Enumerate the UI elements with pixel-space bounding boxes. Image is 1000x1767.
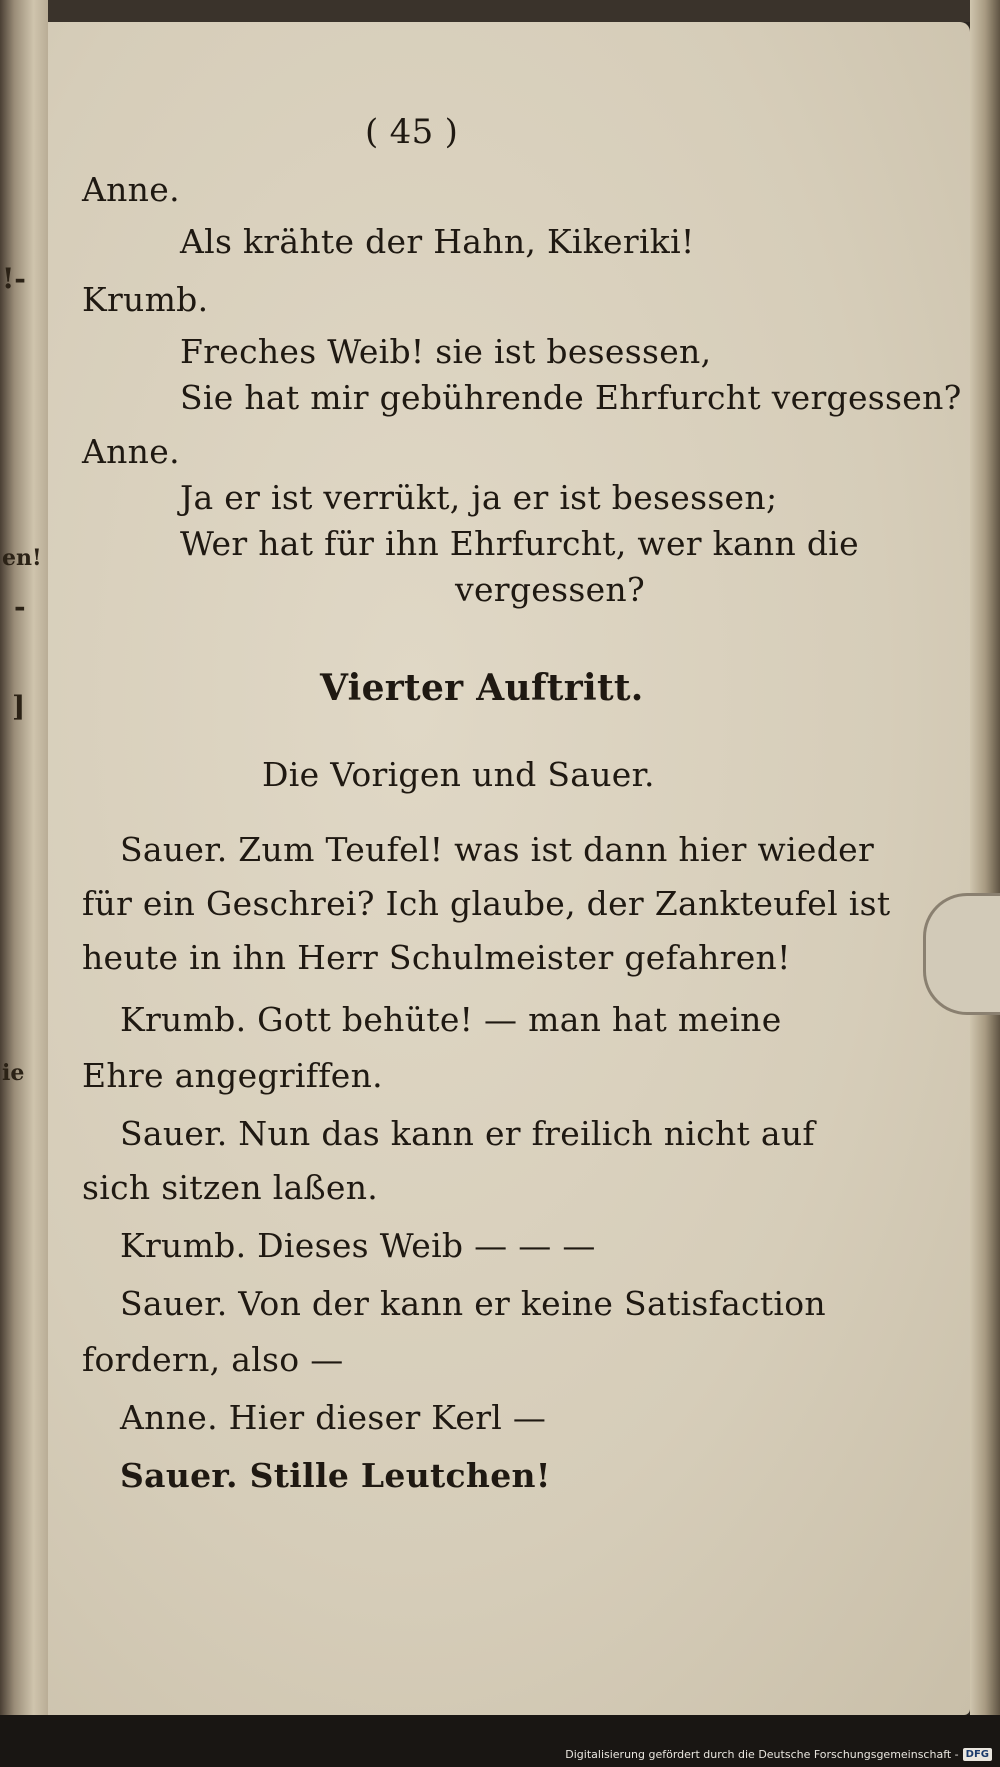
prose-line: Sauer. Zum Teufel! was ist dann hier wieder xyxy=(120,830,875,869)
scene-heading: Vierter Auftritt. xyxy=(320,667,644,709)
page-edge xyxy=(970,0,1000,1715)
prose-line: fordern, also — xyxy=(82,1340,344,1379)
verse-line: Sie hat mir gebührende Ehrfurcht vergessen? xyxy=(180,378,962,417)
footer-bar xyxy=(0,1715,1000,1767)
page-number: ( 45 ) xyxy=(365,112,459,152)
prose-line: Anne. Hier dieser Kerl — xyxy=(120,1398,547,1437)
scene-subheading: Die Vorigen und Sauer. xyxy=(262,755,655,794)
speaker-label: Anne. xyxy=(82,432,180,471)
prose-line: Krumb. Dieses Weib — — — xyxy=(120,1226,596,1265)
verse-line: Als krähte der Hahn, Kikeriki! xyxy=(180,222,695,261)
footer-credit-text: Digitalisierung gefördert durch die Deutsche Forschungsgemeinschaft - xyxy=(565,1748,959,1761)
speaker-label: Krumb. xyxy=(82,280,209,319)
margin-fragment: ie xyxy=(2,1060,25,1086)
prose-line: Ehre angegriffen. xyxy=(82,1056,383,1095)
margin-fragment: - xyxy=(14,590,26,623)
verse-line: vergessen? xyxy=(455,570,645,609)
speaker-label: Anne. xyxy=(82,170,180,209)
footer-credit xyxy=(565,1748,992,1761)
book-spine xyxy=(0,0,48,1715)
margin-fragment: en! xyxy=(2,545,42,571)
prose-line: heute in ihn Herr Schulmeister gefahren! xyxy=(82,938,791,977)
prose-line: für ein Geschrei? Ich glaube, der Zankteufel ist xyxy=(82,884,891,923)
book-clasp-tab xyxy=(923,893,1000,1015)
margin-fragment: !- xyxy=(2,262,26,295)
dfg-logo: DFG xyxy=(963,1748,992,1761)
verse-line: Ja er ist verrükt, ja er ist besessen; xyxy=(180,478,778,517)
prose-line: Sauer. Von der kann er keine Satisfaction xyxy=(120,1284,826,1323)
verse-line: Wer hat für ihn Ehrfurcht, wer kann die xyxy=(180,524,859,563)
prose-line: sich sitzen laßen. xyxy=(82,1168,379,1207)
prose-line: Krumb. Gott behüte! — man hat meine xyxy=(120,1000,782,1039)
prose-line: Sauer. Nun das kann er freilich nicht auf xyxy=(120,1114,815,1153)
verse-line: Freches Weib! sie ist besessen, xyxy=(180,332,712,371)
margin-fragment: ] xyxy=(12,690,26,723)
prose-line: Sauer. Stille Leutchen! xyxy=(120,1456,551,1495)
top-border xyxy=(0,0,1000,22)
